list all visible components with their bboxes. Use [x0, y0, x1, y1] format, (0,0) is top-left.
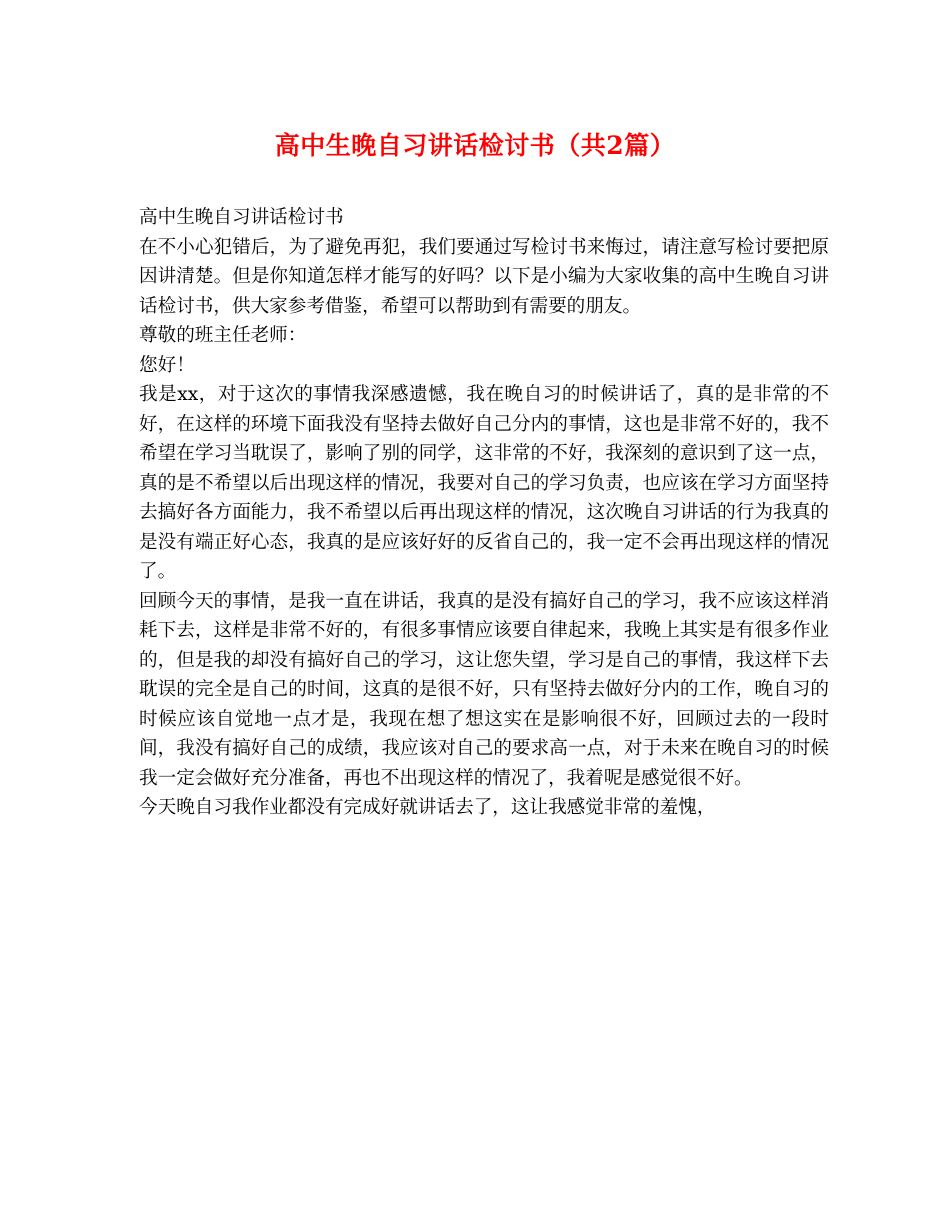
intro-paragraph: 在不小心犯错后，为了避免再犯，我们要通过写检讨书来悔过，请注意写检讨要把原因讲清楚。但是你知道怎样才能写的好吗？以下是小编为大家收集的高中生晚自习讲话检讨书，供大家参考借鉴，希望可以帮助到有需要的朋友。	[139, 236, 829, 317]
body-paragraph-3: 今天晚自习我作业都没有完成好就讲话去了，这让我感觉非常的羞愧，	[139, 797, 716, 818]
body-paragraph-1: 我是xx，对于这次的事情我深感遗憾，我在晚自习的时候讲话了，真的是非常的不好，在这样的环境下面我没有坚持去做好自己分内的事情，这也是非常不好的，我不希望在学习当耽误了，影响了别的同学，这非常的不好，我深刻的意识到了这一点，真的是不希望以后出现这样的情况，我要对自己的学习负责，也应该在学习方面坚持去搞好各方面能力，我不希望以后再出现这样的情况，这次晚自习讲话的行为我真的是没有端正好心态，我真的是应该好好的反省自己的，我一定不会再出现这样的情况了。	[139, 384, 829, 582]
body-paragraph-2: 回顾今天的事情，是我一直在讲话，我真的是没有搞好自己的学习，我不应该这样消耗下去，这样是非常不好的，有很多事情应该要自律起来，我晚上其实是有很多作业的，但是我的却没有搞好自己的学习，这让您失望，学习是自己的事情，我这样下去耽误的完全是自己的时间，这真的是很不好，只有坚持去做好分内的工作，晚自习的时候应该自觉地一点才是，我现在想了想这实在是影响很不好，回顾过去的一段时间，我没有搞好自己的成绩，我应该对自己的要求高一点，对于未来在晚自习的时候我一定会做好充分准备，再也不出现这样的情况了，我着呢是感觉很不好。	[139, 590, 829, 789]
document-title: 高中生晚自习讲话检讨书（共2篇）	[274, 131, 676, 160]
document-body	[139, 203, 829, 823]
salutation-paragraph: 尊敬的班主任老师：	[139, 325, 307, 346]
greeting-paragraph: 您好！	[139, 354, 195, 376]
subtitle-paragraph: 高中生晚自习讲话检讨书	[139, 207, 344, 228]
